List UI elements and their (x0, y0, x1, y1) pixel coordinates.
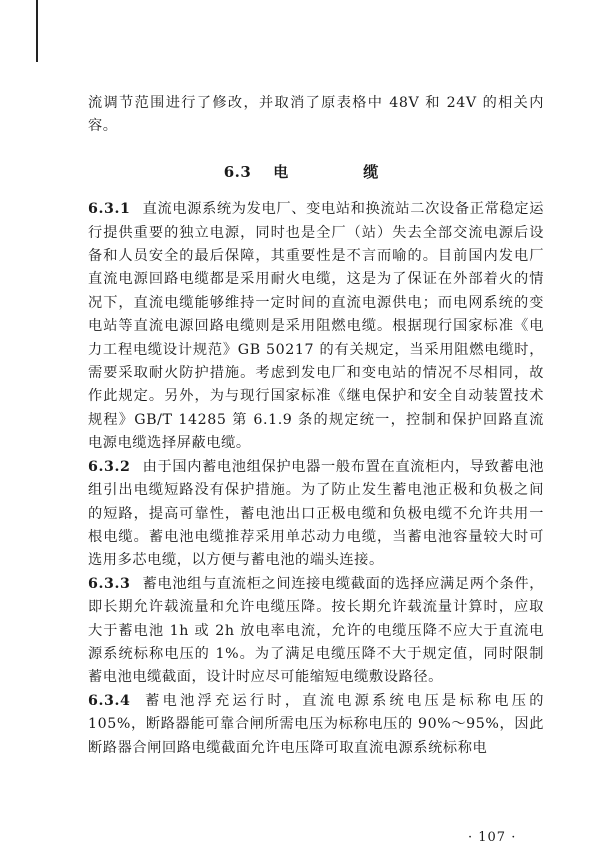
clause-number: 6.3.2 (88, 458, 131, 475)
intro-paragraph: 流调节范围进行了修改，并取消了原表格中 48V 和 24V 的相关内容。 (88, 95, 544, 135)
margin-rule (36, 0, 38, 62)
clause-number: 6.3.1 (88, 201, 131, 218)
section-title: 电 缆 (273, 162, 409, 181)
section-heading (88, 161, 544, 184)
clause-text: 蓄电池浮充运行时，直流电源系统电压是标称电压的 105%，断路器能可靠合闸所需电压为标称电压的 90%～95%，因此断路器合闸回路电缆截面允许电压降可取直流电源系统标称电 (88, 692, 544, 756)
clause-number: 6.3.3 (88, 575, 131, 592)
clause-paragraph (88, 198, 544, 455)
clause-text: 直流电源系统为发电厂、变电站和换流站二次设备正常稳定运行提供重要的独立电源，同时也是全厂（站）失去全部交流电源后设备和人员安全的最后保障，其重要性是不言而喻的。目前国内发电厂直流电源回路电缆都是采用耐火电缆，这是为了保证在外部着火的情况下，直流电缆能够维持一定时间的直流电源供电；而电网系统的变电站等直流电源回路电缆则是采用阻燃电缆。根据现行国家标准《电力工程电缆设计规范》GB 50217 的有关规定，当采用阻燃电缆时，需要采取耐火防护措施。考虑到发电厂和变电站的情况不尽相同，故作此规定。另外，为与现行国家标准《继电保护和安全自动装置技术规程》GB/T 14285 第 6.1.9 条的规定统一，控制和保护回路直流电源电缆选择屏蔽电缆。 (88, 201, 544, 452)
section-number: 6.3 (223, 162, 252, 181)
clause-paragraph (88, 573, 544, 690)
clause-number: 6.3.4 (88, 692, 131, 709)
clause-paragraph (88, 690, 544, 760)
clause-text: 蓄电池组与直流柜之间连接电缆截面的选择应满足两个条件，即长期允许载流量和允许电缆压降。按长期允许载流量计算时，应取大于蓄电池 1h 或 2h 放电率电流，允许的电缆压降不应大于直流电源系统标称电压的 1%。为了满足电缆压降不大于规定值，同时限制蓄电池电缆截面，设计时应尽可能缩短电缆敷设路径。 (88, 575, 544, 686)
page-number: · 107 · (468, 830, 517, 845)
clause-text: 由于国内蓄电池组保护电器一般布置在直流柜内，导致蓄电池组引出电缆短路没有保护措施。为了防止发生蓄电池正极和负极之间的短路，提高可靠性，蓄电池出口正极电缆和负极电缆不允许共用一根电缆。蓄电池电缆推荐采用单芯动力电缆，当蓄电池容量较大时可选用多芯电缆，以方便与蓄电池的端头连接。 (88, 458, 544, 569)
clause-paragraph (88, 456, 544, 573)
document-body (88, 92, 544, 760)
